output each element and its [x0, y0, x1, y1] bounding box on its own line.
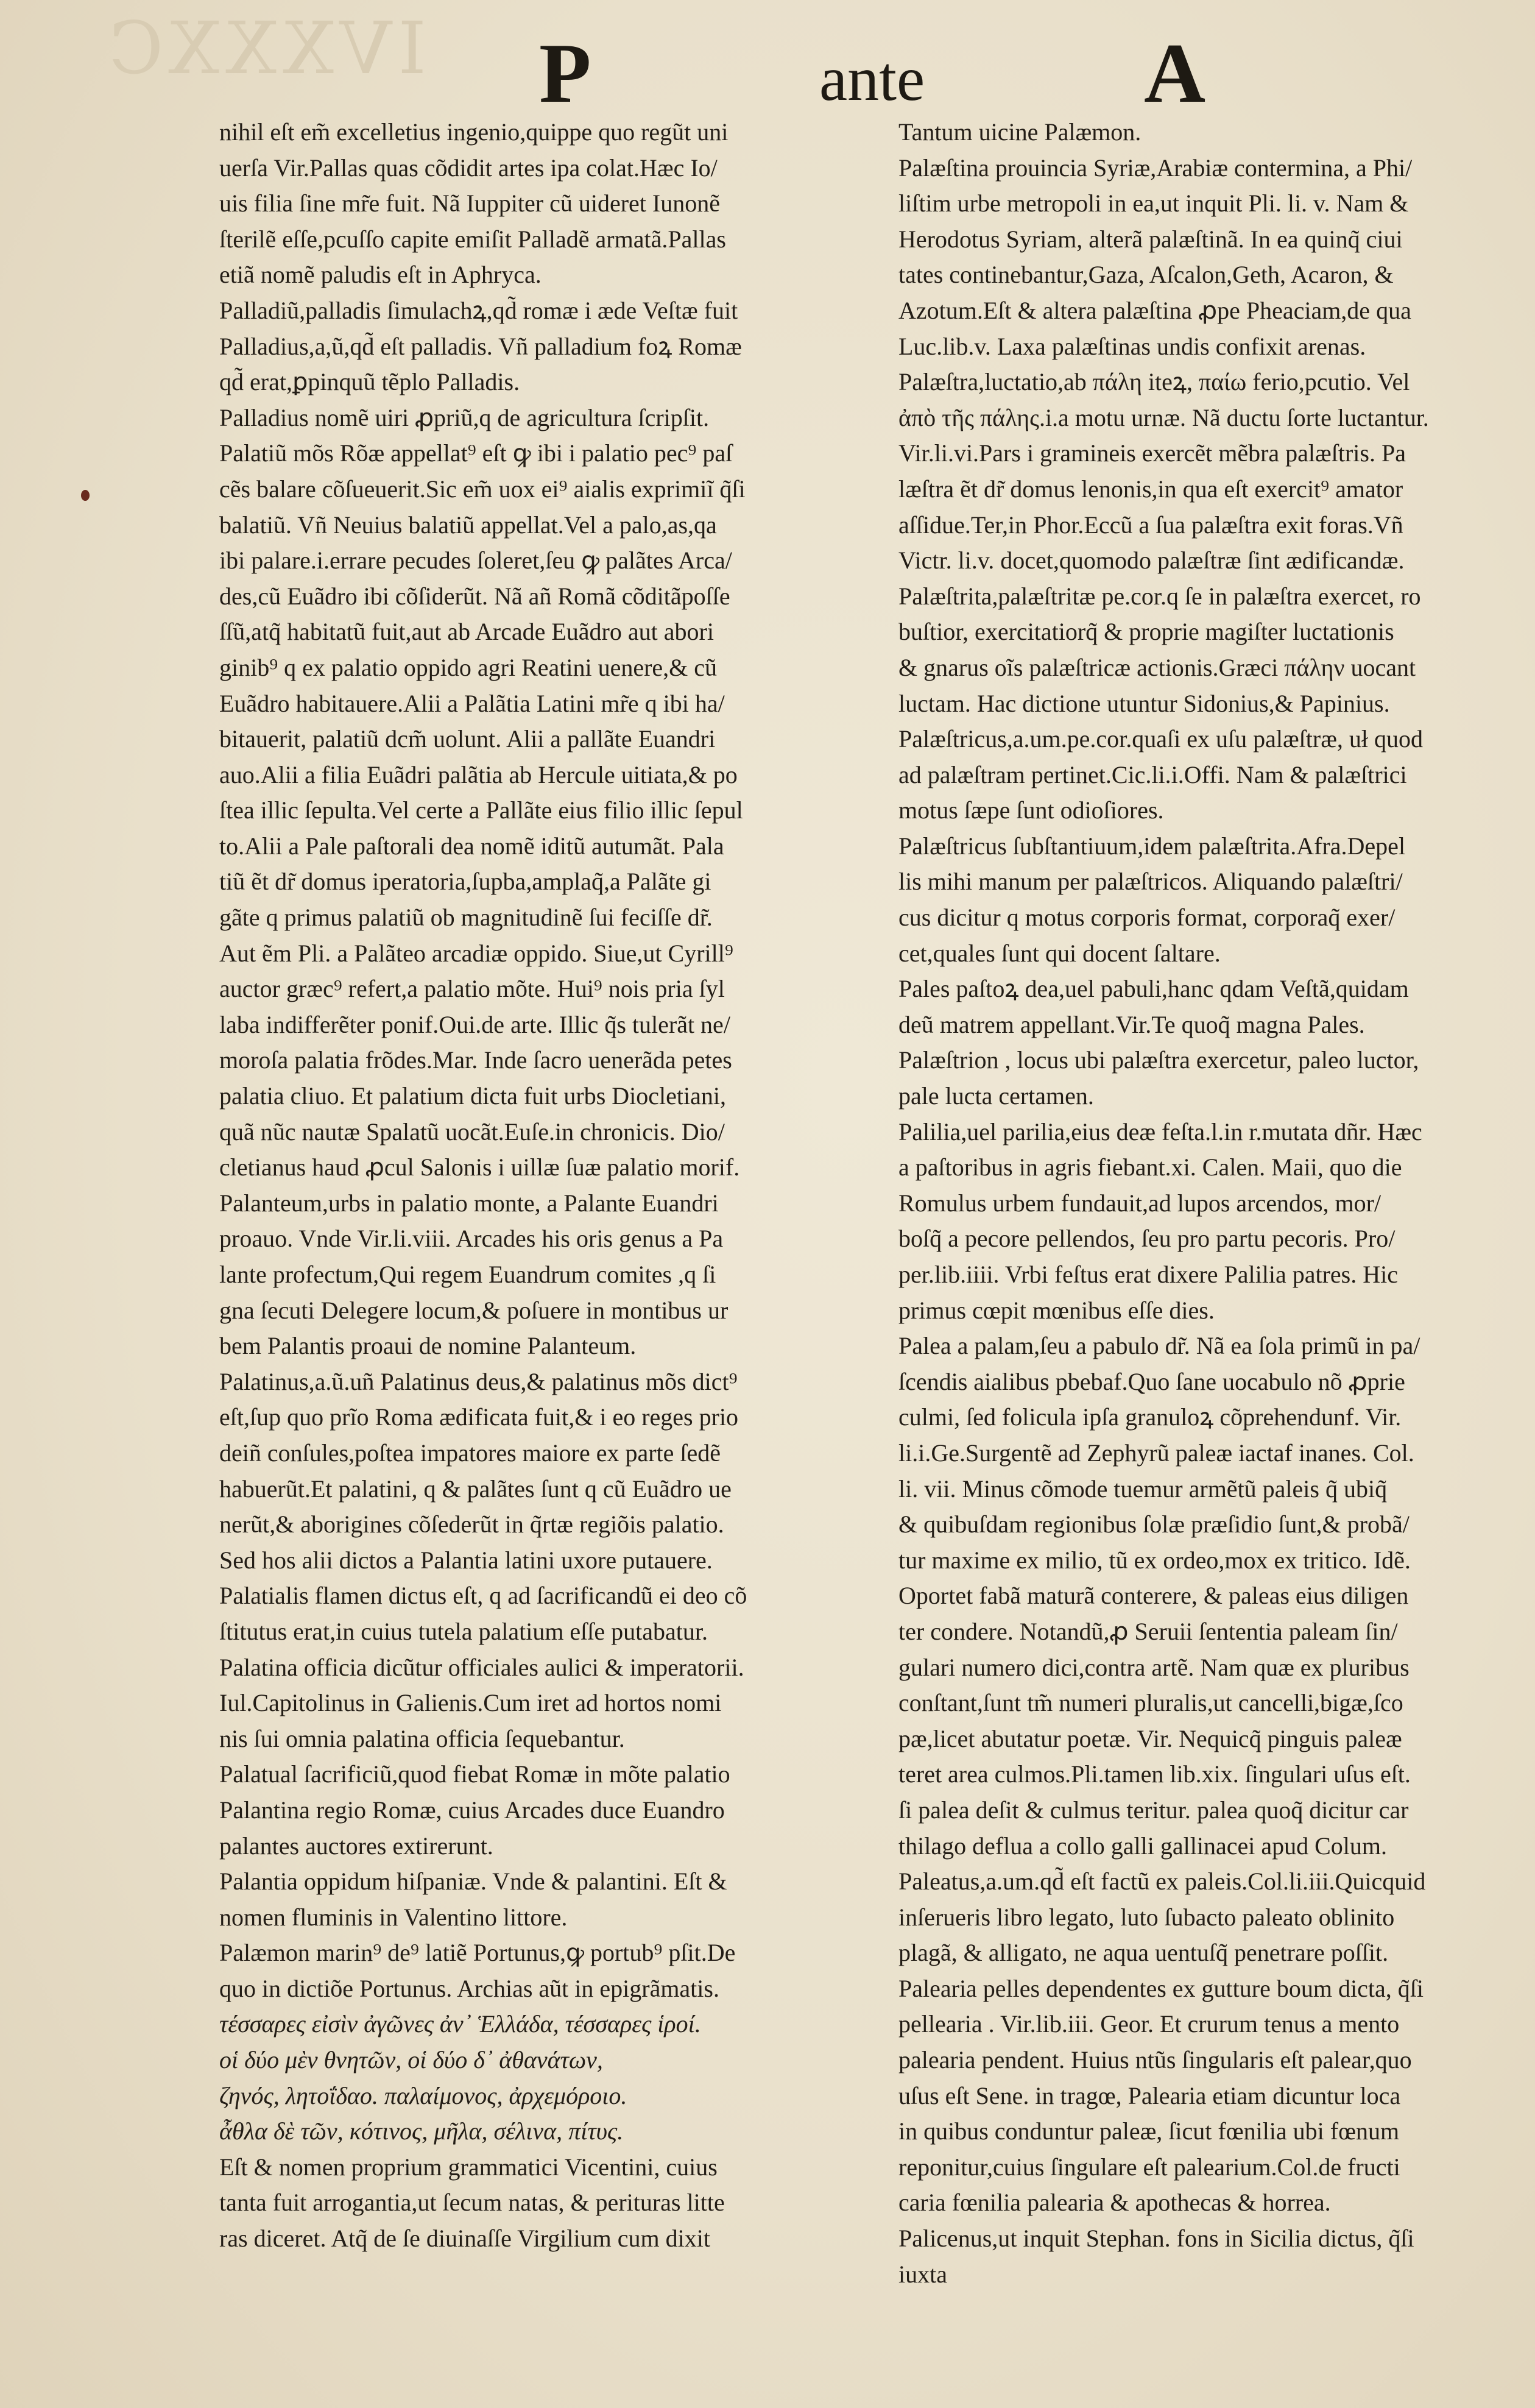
text-line: gulari numero dici,contra artẽ. Nam quæ ex pluribus	[898, 1653, 1410, 1681]
text-line: li.i.Ge.Surgentẽ ad Zephyrũ paleæ iactaf inanes. Col.	[898, 1439, 1414, 1467]
text-line: inſerueris libro legato, luto ſubacto paleato oblinito	[898, 1903, 1395, 1931]
text-line: motus ſæpe ſunt odioſiores.	[898, 796, 1164, 824]
text-line: nis ſui omnia palatina officia ſequebantur.	[219, 1724, 625, 1752]
text-line: & gnarus oĩs palæſtricæ actionis.Græci πάλην uocant	[898, 653, 1416, 681]
ink-spot	[81, 490, 90, 501]
text-line: palatia cliuo. Et palatium dicta fuit urbs Diocletiani,	[219, 1082, 726, 1110]
text-line: boſq̃ a pecore pellendos, ſeu pro partu pecoris. Pro/	[898, 1225, 1396, 1253]
text-line: læſtra ẽt dr̃ domus lenonis,in qua eſt exercit⁹ amator	[898, 475, 1403, 503]
text-line: tanta fuit arrogantia,ut ſecum natas, & perituras litte	[219, 2189, 725, 2217]
text-line: Palladius nomẽ uiri ꝓpriũ,q de agricultura ſcripſit.	[219, 403, 710, 431]
text-line: iuxta	[898, 2260, 947, 2288]
text-line: Palæſtina prouincia Syriæ,Arabiæ contermina, a Phi/	[898, 154, 1413, 182]
text-line: uerſa Vir.Pallas quas cõdidit artes ipa colat.Hæc Io/	[219, 154, 718, 182]
text-line: Paleatus,a.um.qd̃ eſt factũ ex paleis.Col.li.iii.Quicquid	[898, 1868, 1426, 1896]
text-line: uis filia ſine mr̃e fuit. Nã Iuppiter cũ uideret Iunonẽ	[219, 189, 720, 218]
text-line: nihil eſt em̃ excelletius ingenio,quippe quo regũt uni	[219, 118, 729, 146]
text-line: reponitur,cuius ſingulare eſt palearium.Col.de fructi	[898, 2153, 1400, 2181]
text-line: τέσσαρες εἰσὶν ἀγῶνες ἀν᾽ Ἑλλάδα, τέσσαρες ἱροί.	[219, 2010, 701, 2038]
text-line: bem Palantis proaui de nomine Palanteum.	[219, 1332, 637, 1360]
text-line: & quibuſdam regionibus ſolæ præſidio ſunt,& probã/	[898, 1510, 1410, 1539]
text-line: tates continebantur,Gaza, Aſcalon,Geth, Acaron, &	[898, 261, 1394, 289]
text-line: Palilia,uel parilia,eius deæ feſta.l.in r.mutata dñr. Hæc	[898, 1117, 1422, 1146]
bleed-through-text: IVXXXC	[102, 6, 426, 90]
text-line: ſi palea deſit & culmus teritur. palea quoq̃ dicitur car	[898, 1796, 1409, 1824]
text-line: ad palæſtram pertinet.Cic.li.i.Offi. Nam & palæſtrici	[898, 760, 1407, 788]
text-line: liſtim urbe metropoli in ea,ut inquit Pli. li. v. Nam &	[898, 189, 1409, 218]
text-line: eſt,ſup quo prĩo Roma ædificata fuit,& i eo reges prio	[219, 1403, 739, 1431]
text-line: Palea a palam,ſeu a pabulo dr̃. Nã ea ſola primũ in pa/	[898, 1332, 1420, 1360]
text-line: Palæſtricus,a.um.pe.cor.quaſi ex uſu palæſtræ, uł quod	[898, 725, 1423, 753]
text-line: cletianus haud ꝓcul Salonis i uillæ ſuæ palatio morif.	[219, 1153, 740, 1181]
text-line: ζηνός, λητοΐδαο. παλαίμονος, ἀρχεμόροιο.	[219, 2081, 627, 2109]
text-line: ſſũ,atq̃ habitatũ fuit,aut ab Arcade Euãdro aut abori	[219, 618, 714, 646]
text-line: ſcendis aialibus pbebaf.Quo ſane uocabulo nõ ꝓprie	[898, 1367, 1405, 1395]
text-line: Euãdro habitauere.Alii a Palãtia Latini mr̃e q ibi ha/	[219, 689, 725, 717]
text-line: Palicenus,ut inquit Stephan. fons in Sicilia dictus, q̃ſi	[898, 2225, 1414, 2253]
text-line: Palæſtra,luctatio,ab πάλη iteꝝ, παίω ferio,pcutio. Vel	[898, 368, 1410, 396]
text-line: bitauerit, palatiũ dcm̃ uolunt. Alii a pallãte Euandri	[219, 725, 716, 753]
text-line: Palladiũ,palladis ſimulachꝝ,qd̃ romæ i æde Veſtæ fuit	[219, 296, 738, 324]
text-line: Azotum.Eſt & altera palæſtina ꝓpe Pheaciam,de qua	[898, 296, 1411, 324]
text-line: Palladius,a,ũ,qd̃ eſt palladis. Vñ palladium foꝝ Romæ	[219, 332, 742, 360]
text-line: uſus eſt Sene. in tragœ, Palearia etiam dicuntur loca	[898, 2081, 1401, 2109]
text-line: des,cũ Euãdro ibi cõſiderũt. Nã añ Romã cõditãpoſſe	[219, 582, 730, 610]
text-line: lante profectum,Qui regem Euandrum comites ,q ſi	[219, 1261, 716, 1288]
text-line: buſtior, exercitatiorq̃ & proprie magiſter luctationis	[898, 618, 1394, 646]
text-line: laba indifferẽter ponif.Oui.de arte. Illic q̃s tulerãt ne/	[219, 1010, 730, 1038]
text-line: per.lib.iiii. Vrbi feſtus erat dixere Palilia patres. Hic	[898, 1261, 1398, 1288]
text-line: balatiũ. Vñ Neuius balatiũ appellat.Vel a palo,as,qa	[219, 511, 717, 539]
text-line: moroſa palatia frõdes.Mar. Inde ſacro uenerãda petes	[219, 1046, 732, 1074]
text-line: ſterilẽ eſſe,pcuſſo capite emiſit Palladẽ armatã.Pallas	[219, 225, 726, 253]
text-line: οἱ δύο μὲν θνητῶν, οἱ δύο δ᾽ ἀθανάτων,	[219, 2046, 603, 2074]
text-line: Palatialis flamen dictus eſt, q ad ſacrificandũ ei deo cõ	[219, 1582, 747, 1610]
text-line: Palatiũ mõs Rõæ appellat⁹ eſt ꝙ ibi i palatio pec⁹ paſ	[219, 439, 733, 467]
text-line: conſtant,ſunt tm̃ numeri pluralis,ut cancelli,bigæ,ſco	[898, 1689, 1403, 1717]
text-line: cẽs balare cõſueuerit.Sic em̃ uox ei⁹ aialis exprimiĩ q̃ſi	[219, 475, 746, 503]
text-line: deũ matrem appellant.Vir.Te quoq̃ magna Pales.	[898, 1010, 1365, 1038]
text-line: Iul.Capitolinus in Galienis.Cum iret ad hortos nomi	[219, 1689, 722, 1717]
text-line: cus dicitur q motus corporis format, corporaq̃ exer/	[898, 904, 1396, 932]
text-line: thilago deflua a collo galli gallinacei apud Colum.	[898, 1832, 1387, 1860]
text-line: ſtitutus erat,in cuius tutela palatium eſſe putabatur.	[219, 1617, 708, 1645]
text-line: Oportet fabã maturã conterere, & paleas eius diligen	[898, 1582, 1409, 1610]
text-line: Palatual ſacrificiũ,quod fiebat Romæ in mõte palatio	[219, 1760, 730, 1788]
text-line: luctam. Hac dictione utuntur Sidonius,& Papinius.	[898, 689, 1390, 717]
right-column	[898, 115, 1514, 2292]
text-line: Palæmon marin⁹ de⁹ latiẽ Portunus,ꝙ portub⁹ pſit.De	[219, 1939, 736, 1967]
header-right-letter: A	[1144, 26, 1206, 121]
text-line: palantes auctores extirerunt.	[219, 1832, 493, 1860]
text-line: ἀπὸ τῆς πάλης.i.a motu urnæ. Nã ductu ſorte luctantur.	[898, 403, 1429, 431]
text-line: proauo. Vnde Vir.li.viii. Arcades his oris genus a Pa	[219, 1225, 724, 1253]
text-line: nomen fluminis in Valentino littore.	[219, 1903, 568, 1931]
text-line: Pales paſtoꝝ dea,uel pabuli,hanc qdam Veſtã,quidam	[898, 975, 1409, 1003]
text-line: Romulus urbem fundauit,ad lupos arcendos, mor/	[898, 1189, 1381, 1217]
text-line: li. vii. Minus cõmode tuemur armẽtũ paleis q̃ ubiq̃	[898, 1475, 1388, 1503]
text-line: teret area culmos.Pli.tamen lib.xix. ſingulari uſus eſt.	[898, 1760, 1411, 1788]
text-line: pæ,licet abutatur poetæ. Vir. Nequicq̃ pinguis paleæ	[898, 1724, 1402, 1752]
text-line: Palantia oppidum hiſpaniæ. Vnde & palantini. Eſt &	[219, 1868, 727, 1896]
text-line: palearia pendent. Huius ntũs ſingularis eſt palear,quo	[898, 2046, 1412, 2074]
text-line: lis mihi manum per palæſtricos. Aliquando palæſtri/	[898, 868, 1403, 896]
text-line: Palæſtrita,palæſtritæ pe.cor.q ſe in palæſtra exercet, ro	[898, 582, 1421, 610]
text-line: Eſt & nomen proprium grammatici Vicentini, cuius	[219, 2153, 718, 2181]
text-line: quã nũc nautæ Spalatũ uocãt.Euſe.in chronicis. Dio/	[219, 1117, 725, 1146]
text-line: Sed hos alii dictos a Palantia latini uxore putauere.	[219, 1546, 713, 1574]
left-column	[219, 115, 880, 2257]
text-line: auctor græc⁹ refert,a palatio mõte. Hui⁹ nois pria ſyl	[219, 975, 725, 1003]
text-line: Aut ẽm Pli. a Palãteo arcadiæ oppido. Siue,ut Cyrill⁹	[219, 939, 733, 967]
text-line: nerũt,& aborigines cõſederũt in q̃rtæ regiõis palatio.	[219, 1510, 724, 1539]
text-line: tiũ ẽt dr̃ domus iperatoria,ſupba,amplaq̃,a Palãte gi	[219, 868, 711, 896]
header-left-letter: P	[539, 26, 591, 121]
text-line: ginib⁹ q ex palatio oppido agri Reatini uenere,& cũ	[219, 653, 718, 681]
text-line: pellearia . Vir.lib.iii. Geor. Et crurum tenus a mento	[898, 2010, 1400, 2038]
text-line: in quibus conduntur paleæ, ſicut fœnilia ubi fœnum	[898, 2117, 1400, 2145]
text-line: cet,quales ſunt qui docent ſaltare.	[898, 939, 1221, 967]
text-line: Palanteum,urbs in palatio monte, a Palante Euandri	[219, 1189, 719, 1217]
text-line: ter condere. Notandũ,ꝓ Seruii ſententia paleam ſin/	[898, 1617, 1398, 1645]
text-line: primus cœpit mœnibus eſſe dies.	[898, 1296, 1215, 1324]
text-line: culmi, ſed folicula ipſa granuloꝝ cõprehendunf. Vir.	[898, 1403, 1402, 1431]
text-line: Palæſtrion , locus ubi palæſtra exercetur, paleo luctor,	[898, 1046, 1419, 1074]
text-line: aſſidue.Ter,in Phor.Eccũ a ſua palæſtra exit foras.Vñ	[898, 511, 1403, 539]
text-line: Palatinus,a.ũ.uñ Palatinus deus,& palatinus mõs dict⁹	[219, 1367, 738, 1395]
text-line: Palæſtricus ſubſtantiuum,idem palæſtrita.Afra.Depel	[898, 832, 1406, 860]
text-line: Herodotus Syriam, alterã palæſtinã. In ea quinq̃ ciui	[898, 225, 1403, 253]
text-line: auo.Alii a filia Euãdri palãtia ab Hercule uitiata,& po	[219, 760, 738, 788]
text-line: caria fœnilia palearia & apothecas & horrea.	[898, 2189, 1331, 2217]
text-line: a paſtoribus in agris fiebant.xi. Calen. Maii, quo die	[898, 1153, 1402, 1181]
text-line: quo in dictiõe Portunus. Archias aũt in epigrãmatis.	[219, 1974, 719, 2002]
text-line: habuerũt.Et palatini, q & palãtes ſunt q cũ Euãdro ue	[219, 1475, 732, 1503]
text-line: Palantina regio Romæ, cuius Arcades duce Euandro	[219, 1796, 725, 1824]
text-line: tur maxime ex milio, tũ ex ordeo,mox ex tritico. Idẽ.	[898, 1546, 1411, 1574]
text-line: Tantum uicine Palæmon.	[898, 118, 1142, 146]
text-line: ἆθλα δὲ τῶν, κότινος, μῆλα, σέλινα, πίτυς.	[219, 2117, 624, 2145]
text-line: plagã, & alligato, ne aqua uentuſq̃ penetrare poſſit.	[898, 1939, 1389, 1967]
text-line: gãte q primus palatiũ ob magnitudinẽ ſui feciſſe dr̃.	[219, 904, 713, 932]
text-line: gna ſecuti Delegere locum,& poſuere in montibus ur	[219, 1296, 729, 1324]
text-line: pale lucta certamen.	[898, 1082, 1094, 1110]
text-line: Palatina officia dicũtur officiales aulici & imperatorii.	[219, 1653, 744, 1681]
text-line: deiñ conſules,poſtea impatores maiore ex parte ſedẽ	[219, 1439, 721, 1467]
text-line: ibi palare.i.errare pecudes ſoleret,ſeu ꝙ palãtes Arca/	[219, 547, 732, 575]
text-line: Vir.li.vi.Pars i gramineis exercẽt mẽbra palæſtris. Pa	[898, 439, 1406, 467]
text-line: ſtea illic ſepulta.Vel certe a Pallãte eius filio illic ſepul	[219, 796, 743, 824]
text-line: etiã nomẽ paludis eſt in Aphryca.	[219, 261, 542, 289]
text-line: to.Alii a Pale paſtorali dea nomẽ iditũ autumãt. Pala	[219, 832, 724, 860]
text-line: ras diceret. Atq̃ de ſe diuinaſſe Virgilium cum dixit	[219, 2225, 710, 2253]
text-line: qd̃ erat,ꝑpinquũ tẽplo Palladis.	[219, 368, 520, 396]
header-center-word: ante	[819, 44, 925, 114]
text-line: Palearia pelles dependentes ex gutture boum dicta, q̃ſi	[898, 1974, 1424, 2002]
text-line: Victr. li.v. docet,quomodo palæſtræ ſint ædificandæ.	[898, 547, 1405, 575]
text-line: Luc.lib.v. Laxa palæſtinas undis confixit arenas.	[898, 332, 1366, 360]
